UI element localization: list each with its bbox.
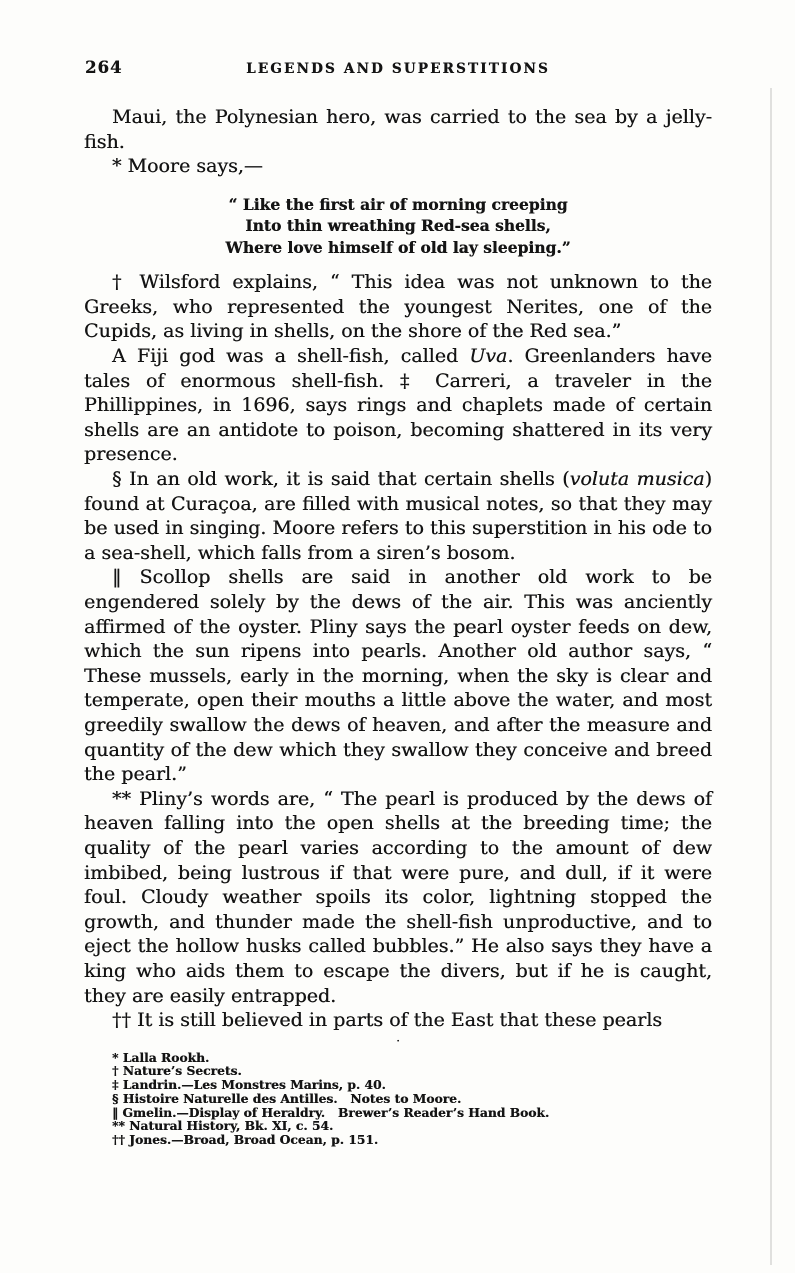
running-title: LEGENDS AND SUPERSTITIONS: [246, 61, 550, 77]
footnote-line: ‖ Gmelin.—Display of Heraldry. Brewer’s Reader’s Hand Book.: [112, 1104, 550, 1120]
page-header: [84, 58, 712, 76]
paragraph-moore-says: * Moore says,—: [112, 155, 263, 178]
poem-line: Where love himself of old lay sleeping.”: [225, 237, 571, 257]
paragraph-east: †† It is still believed in parts of the East that these pearls: [112, 1009, 663, 1032]
footnote-line: ** Natural History, Bk. XI, c. 54.: [112, 1118, 334, 1134]
footnote-line: ‡ Landrin.—Les Monstres Marins, p. 40.: [112, 1077, 386, 1093]
italic-title: voluta musica: [569, 468, 705, 491]
text-run: § In an old work, it is said that certain shells (: [112, 468, 570, 491]
footnote-line: * Lalla Rookh.: [112, 1049, 210, 1065]
footnote-line: †† Jones.—Broad, Broad Ocean, p. 151.: [112, 1131, 379, 1147]
poem-line: “ Like the first air of morning creeping: [228, 194, 568, 214]
footnote-line: § Histoire Naturelle des Antilles. Notes to Moore.: [112, 1090, 462, 1106]
paragraph-wilsford: † Wilsford explains, “ This idea was not unknown to the Greeks, who represented the youngest Nerites, one of the Cupids, as living in shells, on the shore of the Red sea.”: [84, 271, 712, 343]
footnote-separator: ·: [396, 1033, 400, 1048]
page-number: 264: [85, 58, 123, 77]
poem-line: Into thin wreathing Red-sea shells,: [245, 216, 551, 236]
page-body: [84, 105, 712, 1033]
paragraph-voluta: [84, 467, 712, 565]
text-run: A Fiji god was a shell-fish, called: [112, 345, 470, 368]
text-run: ) found at Curaçoa, are filled with musical notes, so that they may be used in singing. Moore refers to this superstition in his ode to a sea-shell, which falls from a siren’s bosom.: [84, 468, 712, 564]
paragraph-scollop: ‖ Scollop shells are said in another old work to be engendered solely by the dews of the air. This was anciently affirmed of the oyster. Pliny says the pearl oyster feeds on dew, which the sun ripens into pearls. Another old author says, “ These mussels, early in the morning, when the sky is clear and temperate, open their mouths a little above the water, and most greedily swallow the dews of heaven, and after the measure and quantity of the dew which they swallow they conceive and breed the pearl.”: [84, 566, 712, 786]
poem-stanza: [84, 194, 712, 259]
footnote-line: † Nature’s Secrets.: [112, 1063, 242, 1079]
text-run: . Greenlanders have tales of enormous shell-fish. ‡ Carreri, a traveler in the Phillippines, in 1696, says rings and chaplets made of certain shells are an antidote to poison, becoming shattered in its very presence.: [84, 345, 712, 466]
paragraph-fiji: [84, 344, 712, 467]
paragraph-maui: Maui, the Polynesian hero, was carried to the sea by a jelly-fish.: [84, 106, 712, 153]
scan-artifact-line: [770, 88, 772, 1265]
footnotes-section: [84, 1035, 712, 1147]
italic-title: Uva: [469, 345, 508, 368]
paragraph-pliny: ** Pliny’s words are, “ The pearl is produced by the dews of heaven falling into the open shells at the breeding time; the quality of the pearl varies according to the amount of dew imbibed, being lustrous if that were pure, and dull, if it were foul. Cloudy weather spoils its color, lightning stopped the growth, and thunder made the shell-fish unproductive, and to eject the hollow husks called bubbles.” He also says they have a king who aids them to escape the divers, but if he is caught, they are easily entrapped.: [84, 787, 712, 1007]
